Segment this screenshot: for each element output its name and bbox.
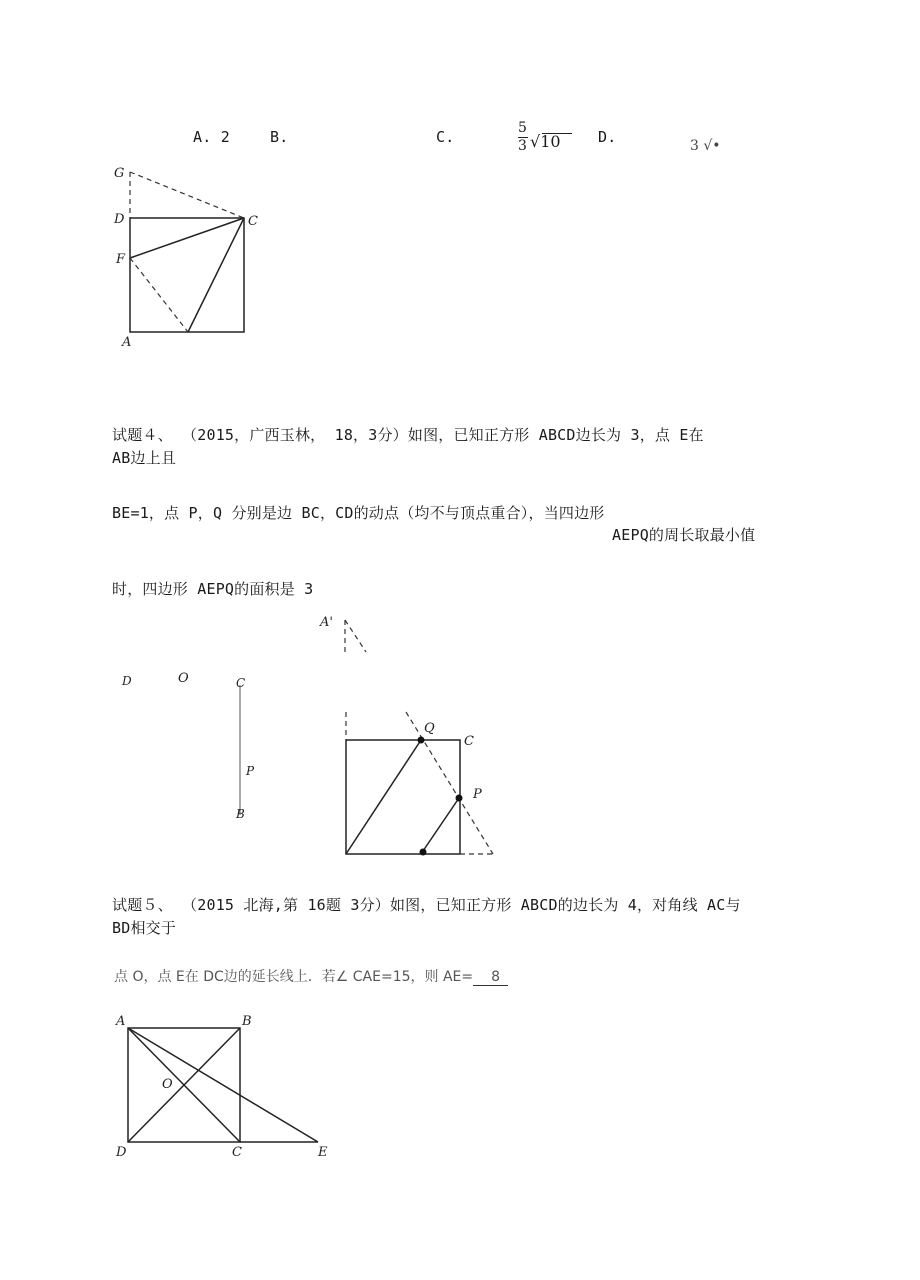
label-F: F	[116, 252, 126, 267]
answer-blank: 8	[473, 969, 508, 986]
option-b: B.	[270, 128, 289, 146]
label-A: A	[122, 335, 132, 350]
option-d-value-fragment: 3 √•	[690, 138, 721, 154]
segment-EP	[423, 798, 459, 851]
label-D: D	[116, 1145, 127, 1160]
label-P: P	[246, 764, 255, 778]
label-A-prime: A'	[320, 615, 333, 630]
figure-2-partial-square	[112, 665, 262, 825]
figure-4-square-diagonals	[110, 1008, 340, 1163]
option-d: D.	[598, 128, 617, 146]
label-C: C	[236, 676, 246, 690]
point-E	[420, 849, 427, 856]
label-Q: Q	[424, 721, 435, 736]
label-D: D	[114, 212, 125, 227]
dashed-reflection-line	[406, 712, 493, 854]
sqrt-argument: 10	[540, 132, 561, 151]
square-outline	[346, 740, 460, 854]
q4-line-2: AB边上且	[112, 449, 177, 467]
label-P: P	[473, 787, 482, 802]
figure-3-reflection	[318, 610, 508, 865]
fraction-denominator: 3	[518, 138, 527, 154]
square-outline	[130, 218, 244, 332]
q4-line-5: 时，四边形 AEPQ的面积是 3	[112, 580, 314, 598]
point-P	[456, 795, 463, 802]
label-B: B	[236, 807, 245, 821]
label-C: C	[464, 734, 474, 749]
q4-line-4: AEPQ的周长取最小值	[612, 526, 756, 544]
label-B: B	[242, 1014, 252, 1029]
segment-AQ	[346, 740, 421, 854]
label-C: C	[232, 1145, 242, 1160]
label-D: D	[122, 674, 132, 688]
option-c-value	[518, 120, 568, 160]
q5-line-3-text: 点 O，点 E在 DC边的延长线上．若∠ CAE=15，则 AE=	[114, 969, 474, 985]
label-A: A	[116, 1014, 126, 1029]
fraction-numerator: 5	[518, 120, 527, 136]
q4-line-3: BE=1，点 P，Q 分别是边 BC，CD的动点（均不与顶点重合），当四边形	[112, 504, 605, 522]
q4-line-1: 试题４、 （2015，广西玉林， 18，3分）如图，已知正方形 ABCD边长为 3，点 E在	[112, 426, 704, 444]
segment-GC	[130, 172, 244, 218]
label-G: G	[114, 166, 125, 181]
label-C: C	[248, 214, 258, 229]
label-E: E	[318, 1145, 328, 1160]
label-O: O	[178, 671, 189, 686]
q5-line-3	[114, 966, 508, 986]
sqrt-expression: √ 10	[530, 132, 561, 151]
q5-line-1: 试题５、 （2015 北海,第 16题 3分）如图，已知正方形 ABCD的边长为 4，对角线 AC与	[112, 896, 741, 914]
figure-1-square	[108, 160, 268, 355]
option-c: C.	[436, 128, 455, 146]
segment-F-bottom	[130, 258, 188, 332]
q5-line-2: BD相交于	[112, 919, 177, 937]
option-a: A. 2	[193, 128, 230, 146]
point-Q	[418, 737, 425, 744]
label-O: O	[162, 1077, 173, 1092]
arc-right	[345, 620, 366, 652]
